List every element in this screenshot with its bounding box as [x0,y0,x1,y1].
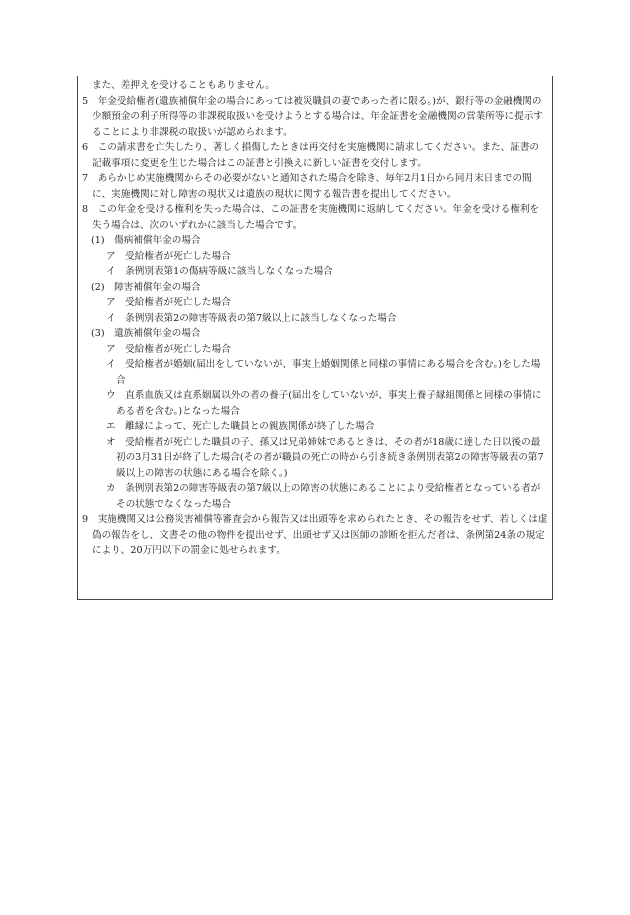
note-7: 7 あらかじめ実施機関からその必要がないと通知された場合を除き、毎年2月1日から同月末日までの間に、実施機関に対し障害の現状又は遺族の現状に関する報告書を提出してください。 [82,173,532,200]
category-1-title: (1) 傷病補償年金の場合 [91,235,201,246]
category-1-item-a: ア 受給権者が死亡した場合 [106,250,231,262]
note-8: 8 この年金を受ける権利を失った場合は、この証書を実施機関に返納してください。年金を受ける権利を失う場合は、次のいずれかに該当した場合です。 [82,204,540,231]
category-2-item-b: イ 条例別表第2の障害等級表の第7級以上に該当しなくなった場合 [106,312,397,324]
category-3-item-c: ウ 直系血族又は直系姻属以外の者の養子(届出をしていないが、事実上養子縁組関係と同様の事情にある者を含む。)となった場合 [106,390,542,417]
note-5: 5 年金受給権者(遺族補償年金の場合にあっては被災職員の妻であった者に限る。)が、銀行等の金融機関の少額預金の利子所得等の非課税取扱いを受けようとする場合は、年金証書を金融機関の営業所等に提示することにより非課税の取扱いが認められます。 [82,95,543,138]
category-1-item-b: イ 条例別表第1の傷病等級に該当しなくなった場合 [106,266,333,277]
category-3-item-f: カ 条例別表第2の障害等級表の第7級以上の障害の状態にあることにより受給権者となっている者がその状態でなくなった場合 [106,483,541,510]
category-2-item-a: ア 受給権者が死亡した場合 [106,297,231,308]
note-6: 6 この請求書を亡失したり、著しく損傷したときは再交付を実施機関に請求してください。また、証書の記載事項に変更を生じた場合はこの証書と引換えに新しい証書を交付します。 [82,142,540,169]
category-2-title: (2) 障害補償年金の場合 [91,281,201,293]
category-3-title: (3) 遺族補償年金の場合 [91,328,201,339]
category-3-item-e: オ 受給権者が死亡した職員の子、孫又は兄弟姉妹であるときは、その者が18歳に達した日以後の最初の3月31日が終了した場合(その者が職員の死亡の時から引き続き条例別表第2の障害等級表の第7級以上の障害の状態にある場合を除く。) [106,436,544,479]
note-4-continuation: また、差押えを受けることもありません。 [92,80,275,91]
note-9: 9 実施機関又は公務災害補償等審査会から報告又は出頭等を求められたとき、その報告をせず、若しくは虚偽の報告をし、文書その他の物件を提出せず、出頭せず又は医師の診断を拒んだ者は、条例第24条の規定により、20万円以下の罰金に処せられます。 [82,514,548,556]
notes-content [82,78,548,559]
category-3-item-b: イ 受給権者が婚姻(届出をしていないが、事実上婚姻関係と同様の事情にある場合を含む。)をした場合 [106,359,541,386]
category-3-item-a: ア 受給権者が死亡した場合 [106,343,231,355]
category-3-item-d: エ 離縁によって、死亡した職員との親族関係が終了した場合 [106,421,375,432]
